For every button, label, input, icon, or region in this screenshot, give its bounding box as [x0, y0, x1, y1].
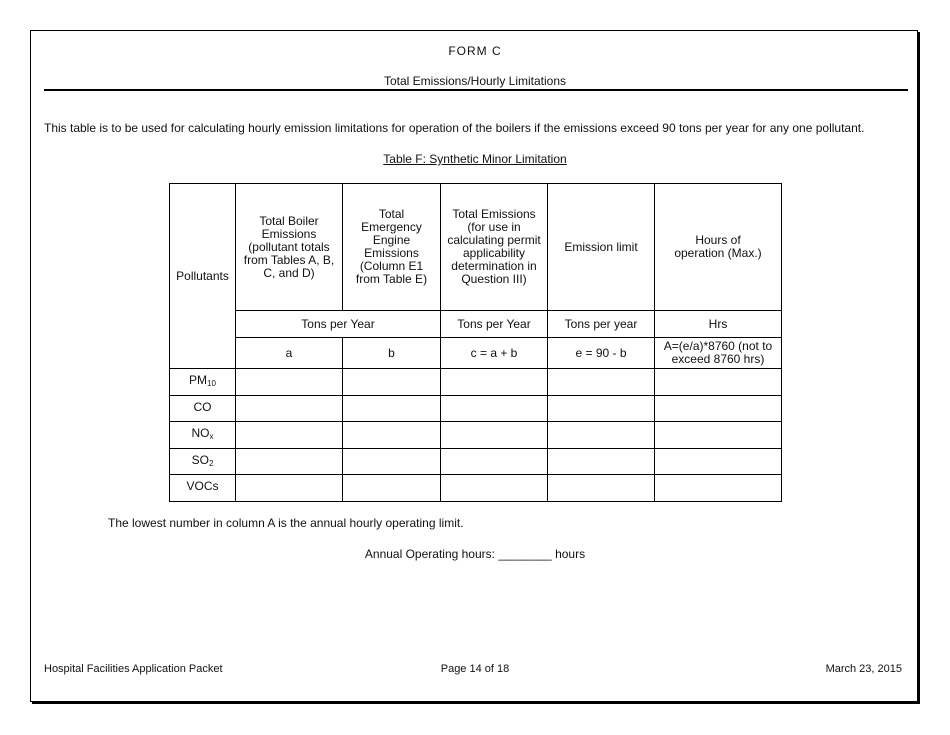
cell-A[interactable]: [655, 396, 782, 422]
unit-hours: Hrs: [655, 311, 782, 338]
cell-c[interactable]: [441, 396, 548, 422]
annual-operating-label: Annual Operating hours:: [364, 547, 495, 561]
formula-c: c = a + b: [441, 338, 548, 369]
table-caption-text: Table F: Synthetic Minor Limitation: [383, 152, 567, 166]
cell-e[interactable]: [548, 396, 655, 422]
cell-c[interactable]: [441, 422, 548, 449]
pollutant-label: CO: [170, 396, 236, 422]
header-hours-of-operation: Hours of operation (Max.): [655, 184, 782, 311]
cell-e[interactable]: [548, 449, 655, 475]
annual-operating-hours: [0, 547, 950, 561]
footer-page-number: Page 14 of 18: [440, 663, 510, 675]
cell-A[interactable]: [655, 369, 782, 396]
header-engine-emissions: Total Emergency Engine Emissions (Column E1 from Table E): [343, 184, 441, 311]
cell-b[interactable]: [343, 369, 441, 396]
pollutant-label: $NO_x$: [170, 422, 236, 449]
cell-a[interactable]: [236, 449, 343, 475]
annual-operating-blank[interactable]: ________: [498, 547, 552, 561]
cell-a[interactable]: [236, 369, 343, 396]
unit-tons-per-year: Tons per Year: [236, 311, 441, 338]
synthetic-minor-limitation-table: [169, 183, 782, 502]
unit-total: Tons per Year: [441, 311, 548, 338]
cell-A[interactable]: [655, 475, 782, 502]
cell-c[interactable]: [441, 475, 548, 502]
cell-b[interactable]: [343, 422, 441, 449]
header-emission-limit: Emission limit: [548, 184, 655, 311]
footer-date: March 23, 2015: [825, 663, 902, 675]
cell-e[interactable]: [548, 475, 655, 502]
header-boiler-emissions: Total Boiler Emissions (pollutant totals from Tables A, B, C, and D): [236, 184, 343, 311]
cell-a[interactable]: [236, 475, 343, 502]
header-total-emissions: Total Emissions (for use in calculating permit applicability determination in Question III): [441, 184, 548, 311]
pollutant-label: VOCs: [170, 475, 236, 502]
lowest-number-note: The lowest number in column A is the annual hourly operating limit.: [108, 516, 464, 530]
cell-A[interactable]: [655, 422, 782, 449]
table-row-co: [170, 396, 782, 422]
pollutant-label: $PM_{10}$: [170, 369, 236, 396]
section-title: Total Emissions/Hourly Limitations: [383, 74, 567, 88]
cell-A[interactable]: [655, 449, 782, 475]
cell-c[interactable]: [441, 449, 548, 475]
annual-operating-unit: hours: [555, 547, 586, 561]
table-row-nox: [170, 422, 782, 449]
unit-limit: Tons per year: [548, 311, 655, 338]
formula-A: A=(e/a)*8760 (not to exceed 8760 hrs): [655, 338, 782, 369]
cell-a[interactable]: [236, 396, 343, 422]
cell-c[interactable]: [441, 369, 548, 396]
formula-b: b: [343, 338, 441, 369]
cell-b[interactable]: [343, 475, 441, 502]
cell-e[interactable]: [548, 422, 655, 449]
footer-packet-title: Hospital Facilities Application Packet: [44, 663, 223, 675]
cell-b[interactable]: [343, 396, 441, 422]
formula-e: e = 90 - b: [548, 338, 655, 369]
cell-b[interactable]: [343, 449, 441, 475]
header-pollutants: Pollutants: [170, 184, 236, 369]
pollutant-label: $SO_2$: [170, 449, 236, 475]
header-rule: [44, 89, 908, 91]
formula-a: a: [236, 338, 343, 369]
form-title: FORM C: [448, 44, 502, 58]
cell-a[interactable]: [236, 422, 343, 449]
table-row-vocs: [170, 475, 782, 502]
table-row-pm10: [170, 369, 782, 396]
cell-e[interactable]: [548, 369, 655, 396]
table-row-so2: [170, 449, 782, 475]
table-caption: [0, 152, 950, 166]
instruction-text: This table is to be used for calculating hourly emission limitations for operation of the boilers if the emissions exceed 90 tons per year for any one pollutant.: [44, 121, 865, 135]
